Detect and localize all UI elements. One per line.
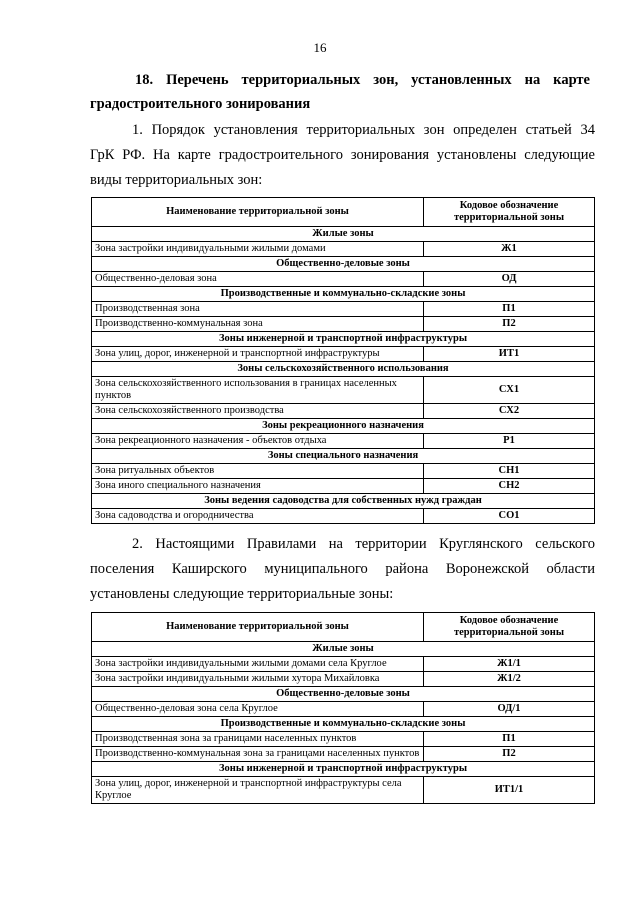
zone-code: СО1 — [424, 509, 595, 524]
table-group-row — [92, 687, 595, 702]
zone-code: П1 — [424, 732, 595, 747]
zone-name: Производственно-коммунальная зона за границами населенных пунктов — [92, 747, 424, 762]
table-row — [92, 347, 595, 362]
zone-group-label: Производственные и коммунально-складские зоны — [92, 717, 595, 732]
zone-name: Производственная зона — [92, 302, 424, 317]
zone-name: Зона ритуальных объектов — [92, 464, 424, 479]
table-row — [92, 509, 595, 524]
zone-name: Общественно-деловая зона — [92, 272, 424, 287]
zone-code: Ж1 — [424, 242, 595, 257]
zone-code: П1 — [424, 302, 595, 317]
table-group-row — [92, 642, 595, 657]
zone-code: СХ2 — [424, 404, 595, 419]
paragraph-2-line3: установлены следующие территориальные зоны: — [90, 586, 394, 602]
table-group-row — [92, 717, 595, 732]
column-header-name: Наименование территориальной зоны — [92, 613, 424, 642]
zones-table-settlement — [91, 612, 595, 804]
column-header-code: Кодовое обозначение территориальной зоны — [424, 613, 595, 642]
table-row — [92, 317, 595, 332]
zone-group-label: Зоны сельскохозяйственного использования — [92, 362, 595, 377]
zone-group-label: Зоны инженерной и транспортной инфраструктуры — [92, 762, 595, 777]
zone-group-label: Производственные и коммунально-складские зоны — [92, 287, 595, 302]
zone-name: Зона улиц, дорог, инженерной и транспортной инфраструктуры села Круглое — [92, 777, 424, 804]
table-row — [92, 479, 595, 494]
table-group-row — [92, 287, 595, 302]
zone-name: Зона застройки индивидуальными жилыми хутора Михайловка — [92, 672, 424, 687]
zone-code: П2 — [424, 317, 595, 332]
section-heading — [90, 68, 590, 116]
zone-name: Зона рекреационного назначения - объектов отдыха — [92, 434, 424, 449]
table-row — [92, 377, 595, 404]
paragraph-1-line2: ГрК РФ. На карте градостроительного зонирования установлены следующие — [90, 147, 595, 163]
zone-group-label: Жилые зоны — [92, 227, 595, 242]
table-row — [92, 672, 595, 687]
section-title-line2: градостроительного зонирования — [90, 96, 311, 112]
zone-code: СН2 — [424, 479, 595, 494]
zone-code: Р1 — [424, 434, 595, 449]
table-row — [92, 747, 595, 762]
zone-code: ИТ1/1 — [424, 777, 595, 804]
zone-group-label: Жилые зоны — [92, 642, 595, 657]
zone-group-label: Зоны рекреационного назначения — [92, 419, 595, 434]
zone-code: Ж1/1 — [424, 657, 595, 672]
table-group-row — [92, 494, 595, 509]
table-group-row — [92, 362, 595, 377]
zone-code: СХ1 — [424, 377, 595, 404]
zone-name: Производственно-коммунальная зона — [92, 317, 424, 332]
table-group-row — [92, 449, 595, 464]
zone-code: ОД — [424, 272, 595, 287]
column-header-name: Наименование территориальной зоны — [92, 198, 424, 227]
zone-name: Зона застройки индивидуальными жилыми домами — [92, 242, 424, 257]
zone-name: Зона сельскохозяйственного использования в границах населенных пунктов — [92, 377, 424, 404]
table-group-row — [92, 762, 595, 777]
table-group-row — [92, 419, 595, 434]
zone-group-label: Зоны ведения садоводства для собственных нужд граждан — [92, 494, 595, 509]
table-group-row — [92, 332, 595, 347]
table-group-row — [92, 257, 595, 272]
paragraph-1-line1: 1. Порядок установления территориальных зон определен статьей 34 — [132, 122, 595, 138]
zone-group-label: Общественно-деловые зоны — [92, 257, 595, 272]
zone-name: Зона застройки индивидуальными жилыми домами села Круглое — [92, 657, 424, 672]
paragraph-1 — [90, 118, 595, 193]
paragraph-1-line3: виды территориальных зон: — [90, 172, 263, 188]
table-group-row — [92, 227, 595, 242]
table-row — [92, 272, 595, 287]
table-row — [92, 302, 595, 317]
zone-group-label: Зоны инженерной и транспортной инфраструктуры — [92, 332, 595, 347]
column-header-code: Кодовое обозначение территориальной зоны — [424, 198, 595, 227]
paragraph-2-line1: 2. Настоящими Правилами на территории Круглянского сельского — [132, 536, 595, 552]
zone-group-label: Зоны специального назначения — [92, 449, 595, 464]
paragraph-2-line2: поселения Каширского муниципального района Воронежской области — [90, 561, 595, 577]
table-row — [92, 777, 595, 804]
zone-code: ИТ1 — [424, 347, 595, 362]
table-row — [92, 242, 595, 257]
page-number: 16 — [313, 40, 327, 55]
zone-code: Ж1/2 — [424, 672, 595, 687]
zone-name: Зона иного специального назначения — [92, 479, 424, 494]
zone-name: Производственная зона за границами населенных пунктов — [92, 732, 424, 747]
zone-code: ОД/1 — [424, 702, 595, 717]
zone-code: СН1 — [424, 464, 595, 479]
zone-code: П2 — [424, 747, 595, 762]
table-row — [92, 732, 595, 747]
zone-name: Зона улиц, дорог, инженерной и транспортной инфраструктуры — [92, 347, 424, 362]
zone-group-label: Общественно-деловые зоны — [92, 687, 595, 702]
table-row — [92, 702, 595, 717]
table-row — [92, 464, 595, 479]
paragraph-2 — [90, 532, 595, 607]
zone-name: Общественно-деловая зона села Круглое — [92, 702, 424, 717]
zone-name: Зона садоводства и огородничества — [92, 509, 424, 524]
zone-name: Зона сельскохозяйственного производства — [92, 404, 424, 419]
table-row — [92, 404, 595, 419]
zones-table-general — [91, 197, 595, 524]
section-title-line1: 18. Перечень территориальных зон, установленных на карте — [135, 72, 590, 88]
table-row — [92, 657, 595, 672]
table-row — [92, 434, 595, 449]
